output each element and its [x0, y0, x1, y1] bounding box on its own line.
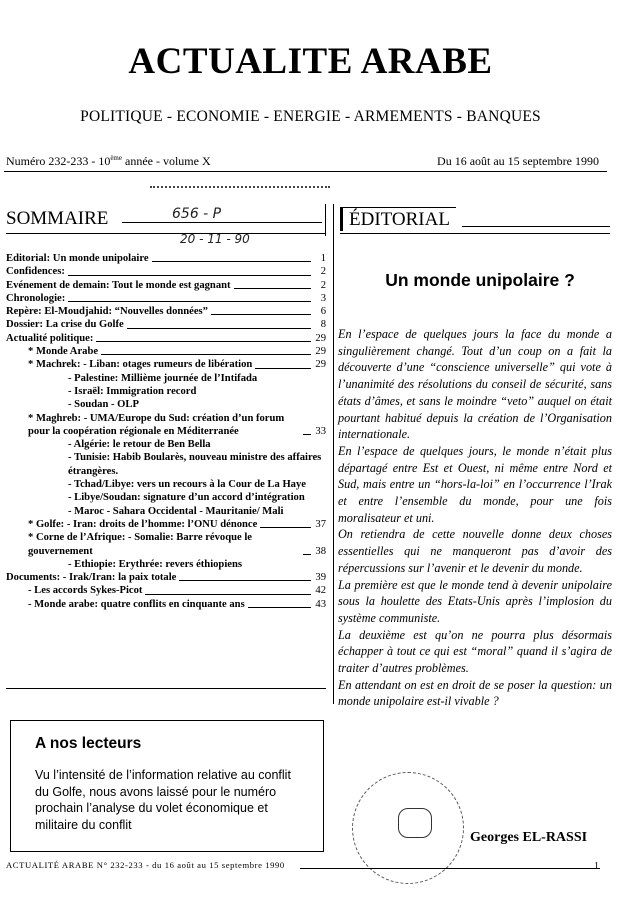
- toc-entry: [6, 358, 326, 371]
- toc-leader-line: [179, 580, 311, 581]
- issue-number: [6, 154, 211, 169]
- toc-leader-line: [248, 607, 311, 608]
- masthead-tagline: POLITIQUE - ECONOMIE - ENERGIE - ARMEMENTS - BANQUES: [80, 108, 541, 125]
- toc-entry: [6, 265, 326, 278]
- toc-leader-line: [152, 261, 311, 262]
- toc-entry-page: 43: [315, 598, 326, 610]
- toc-leader-line: [101, 354, 311, 355]
- toc-entry-label: - Maroc - Sahara Occidental - Mauritanie/ Mali: [68, 505, 284, 517]
- toc-entry-label: Evénement de demain: Tout le monde est gagnant: [6, 279, 231, 291]
- issue-date-range: Du 16 août au 15 septembre 1990: [437, 154, 599, 168]
- toc-leader-line: [211, 314, 311, 315]
- toc-entry: [6, 372, 326, 385]
- masthead-title: ACTUALITE ARABE: [128, 41, 493, 82]
- toc-entry: [6, 505, 326, 518]
- footer-text: ACTUALITÉ ARABE N° 232-233 - du 16 août au 15 septembre 1990: [6, 860, 285, 870]
- toc-entry: [6, 478, 326, 491]
- toc-entry-label: Documents: - Irak/Iran: la paix totale: [6, 572, 177, 584]
- editorial-title: Un monde unipolaire ?: [385, 270, 575, 290]
- header-rule: [4, 171, 607, 172]
- toc-entry: [6, 584, 326, 597]
- handwritten-ref: 656 - P: [172, 206, 222, 222]
- readers-notice-text: Vu l’intensité de l’information relative au conflit du Golfe, nous avons laissé pour le numéro prochain l’analyse du volet économique et militaire du conflit: [35, 768, 291, 832]
- editorial-paragraph: En attendant on est en droit de se poser la question: un monde unipolaire est-il vivable ?: [338, 677, 612, 709]
- editorial-paragraph: En l’espace de quelques jours, le monde n’était plus départagé entre Est et Ouest, ni même entre Nord et Sud, mais entre un “hors-la-loi” en l’occurrence l’Irak et entre l’ensemble du monde, pour une fois moralisateur et uni.: [338, 443, 612, 525]
- toc-entry-page: 3: [320, 292, 326, 304]
- readers-notice-title: A nos lecteurs: [35, 735, 142, 752]
- column-divider: [333, 204, 334, 704]
- toc-entry-page: 2: [320, 279, 326, 291]
- toc-entry-label: - Palestine: Millième journée de l’Intifada: [68, 372, 258, 384]
- toc-entry-page: 29: [315, 359, 326, 371]
- toc-entry-page: 29: [315, 346, 326, 358]
- toc-entry: [6, 385, 326, 398]
- toc-entry-label: - Monde arabe: quatre conflits en cinquante ans: [28, 598, 245, 610]
- editorial-paragraph: La deuxième est qu’on ne pourra plus désormais échapper à tout ce qui est “moral” quand il s’agira de traiter d’autres problèmes.: [338, 627, 612, 676]
- toc-entry-label: * Monde Arabe: [28, 346, 99, 358]
- toc-entry-label: - Israël: Immigration record: [68, 385, 197, 397]
- toc-entry: [6, 598, 326, 611]
- toc-entry: [6, 491, 326, 504]
- toc-entry-label: Actualité politique:: [6, 332, 94, 344]
- editorial-body: [338, 326, 612, 710]
- toc-entry: [6, 305, 326, 318]
- toc-entry-page: 33: [315, 425, 326, 437]
- toc-entry-label: * Golfe: - Iran: droits de l’homme: l’ONU dénonce: [28, 518, 258, 530]
- toc-leader-line: [68, 301, 311, 302]
- editorial-paragraph: En l’espace de quelques jours la face du monde a singulièrement changé. Tout d’un coup on a fait la découverte d’une “conscience universelle” qui vote à l’unanimité des résolutions du conseil de sécurité, sans états d’âmes, et sans le moindre “veto” auquel on était pourtant habitué depuis la création de l’Organisation internationale.: [338, 327, 612, 442]
- toc-entry-page: 37: [315, 518, 326, 530]
- toc-entry: [6, 571, 326, 584]
- issue-number-sup: ème: [110, 154, 122, 162]
- toc-entry-label: - Algérie: le retour de Ben Bella: [68, 439, 211, 451]
- toc-leader-line: [68, 275, 311, 276]
- toc-leader-line: [303, 434, 311, 435]
- toc-entry-page: 2: [320, 266, 326, 278]
- toc-entry: [6, 518, 326, 531]
- toc-entry-label: * Maghreb: - UMA/Europe du Sud: création d’un forum pour la coopération régionale en Méditerranée: [28, 412, 285, 437]
- page-number: 1: [594, 861, 599, 872]
- toc-entry-label: - Libye/Soudan: signature d’un accord d’intégration: [68, 492, 305, 504]
- sommaire-heading-edge: [325, 204, 326, 236]
- archive-stamp-mark: [398, 808, 432, 838]
- sommaire-heading: SOMMAIRE: [6, 208, 109, 229]
- table-of-contents: [6, 252, 326, 611]
- readers-notice-box: [10, 720, 324, 852]
- toc-entry: [6, 531, 326, 558]
- sommaire-heading-rule: [122, 222, 322, 223]
- toc-entry: [6, 279, 326, 292]
- toc-leader-line: [255, 368, 311, 369]
- toc-entry-label: Confidences:: [6, 266, 65, 278]
- sommaire-heading-underline: [6, 233, 326, 234]
- toc-entry-label: Editorial: Un monde unipolaire: [6, 253, 149, 264]
- toc-entry-label: * Machrek: - Liban: otages rumeurs de libération: [28, 359, 253, 371]
- editorial-heading: ÉDITORIAL: [340, 207, 456, 231]
- footer-rule: [300, 868, 600, 869]
- toc-leader-line: [96, 341, 311, 342]
- toc-entry-label: - Tchad/Libye: vers un recours à la Cour de La Haye: [68, 479, 306, 491]
- toc-entry: [6, 318, 326, 331]
- toc-entry: [6, 398, 326, 411]
- toc-entry: [6, 252, 326, 265]
- toc-entry: [6, 558, 326, 571]
- toc-entry-label: - Les accords Sykes-Picot: [28, 585, 143, 597]
- toc-leader-line: [234, 288, 311, 289]
- handwritten-scribble: [150, 178, 330, 188]
- toc-leader-line: [145, 594, 311, 595]
- toc-entry-page: 38: [315, 545, 326, 557]
- toc-entry-page: 29: [315, 332, 326, 344]
- editorial-paragraph: On retiendra de cette nouvelle donne deux choses essentielles qui ne manqueront pas d’avoir des répercussions sur l’avenir et le devenir du monde.: [338, 527, 612, 575]
- toc-entry: [6, 332, 326, 345]
- toc-entry-label: Dossier: La crise du Golfe: [6, 319, 124, 331]
- toc-leader-line: [127, 328, 311, 329]
- editorial-signature: Georges EL-RASSI: [470, 830, 588, 845]
- toc-entry-label: - Soudan - OLP: [68, 399, 139, 411]
- toc-entry: [6, 451, 326, 478]
- toc-leader-line: [303, 554, 311, 555]
- editorial-heading-underline: [340, 233, 610, 234]
- editorial-paragraph: La première est que le monde tend à devenir unipolaire sous la houlette des Etats-Unis après l’implosion du système communiste.: [338, 577, 612, 625]
- toc-entry-page: 6: [320, 306, 326, 318]
- toc-entry-label: - Tunisie: Habib Boularès, nouveau ministre des affaires étrangères.: [68, 452, 322, 477]
- toc-leader-line: [260, 527, 311, 528]
- toc-entry-page: 8: [320, 319, 326, 331]
- issue-number-main: Numéro 232-233 - 10: [6, 154, 111, 168]
- toc-entry-label: Repère: El-Moudjahid: “Nouvelles données”: [6, 306, 208, 318]
- toc-entry: [6, 292, 326, 305]
- toc-entry-page: 1: [320, 253, 326, 264]
- toc-entry-label: * Corne de l’Afrique: - Somalie: Barre révoque le gouvernement: [28, 532, 252, 557]
- handwritten-date: 20 - 11 - 90: [180, 232, 250, 246]
- toc-entry: [6, 438, 326, 451]
- editorial-heading-rule: [462, 226, 610, 227]
- toc-entry-page: 42: [315, 585, 326, 597]
- toc-entry-page: 39: [315, 572, 326, 584]
- toc-entry: [6, 345, 326, 358]
- toc-entry-label: - Ethiopie: Erythrée: revers éthiopiens: [68, 558, 242, 570]
- issue-number-rest: année - volume X: [122, 154, 211, 168]
- toc-entry-label: Chronologie:: [6, 292, 66, 304]
- toc-bottom-rule: [6, 688, 326, 689]
- toc-entry: [6, 412, 326, 439]
